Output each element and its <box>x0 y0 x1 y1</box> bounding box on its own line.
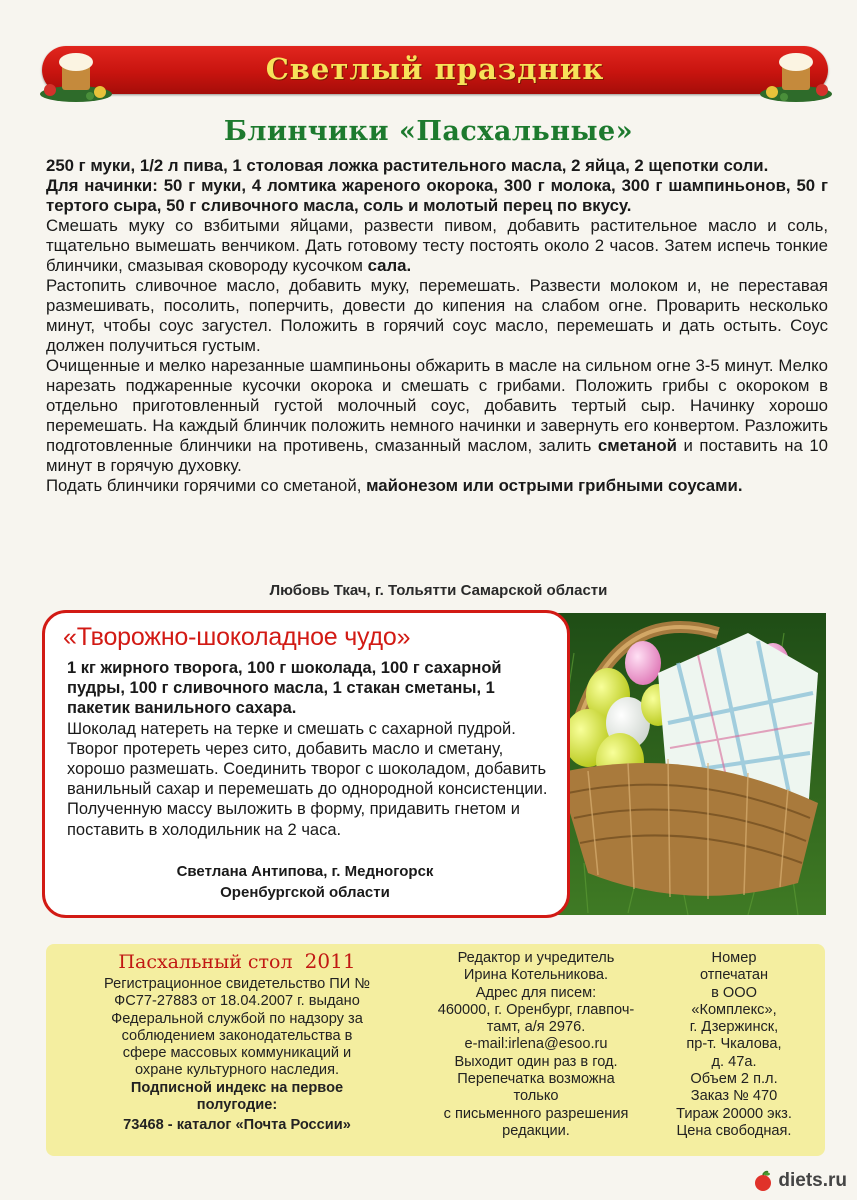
banner-title: Светлый праздник <box>265 52 605 86</box>
easter-cake-decoration <box>754 40 834 104</box>
recipe-card <box>42 610 570 918</box>
step-paragraph: Шоколад натереть на терке и смешать с сахарной пудрой. Творог протереть через сито, добавить масло и сметану, хорошо размешать. Соединить творог с шоколадом, добавить ванильный сахар и перемешать до однородной консистенции. Полученную массу выложить в форму, придавить гнетом и поставить в холодильник на 2 часа. <box>67 719 548 839</box>
recipe-title: «Творожно-шоколадное чудо» <box>63 623 411 651</box>
filling-ingredients: Для начинки: 50 г муки, 4 ломтика жареного окорока, 300 г молока, 300 г шампиньонов, 50 г тертого сыра, 50 г сливочного масла, соль и молотый перец по вкусу. <box>46 176 828 215</box>
ingredients: 1 кг жирного творога, 100 г шоколада, 100 г сахарной пудры, 100 г сливочного масла, 1 стакан сметаны, 1 пакетик ванильного сахара. <box>67 659 502 718</box>
publication-title: Пасхальный стол 2011 <box>118 949 356 973</box>
imprint-registration: Пасхальный стол 2011 Регистрационное свидетельство ПИ № ФС77-27883 от 18.04.2007 г. выдано Федеральной службой по надзору за соблюдением законодательства в сфере массовых коммуникаций и охране культурного наследия. Подписной индекс на первое полугодие: 73468 - каталог «Почта России» <box>52 950 422 1135</box>
step-paragraph: Смешать муку со взбитыми яйцами, развести пивом, добавить растительное масло и соль, тщательно вымешать венчиком. Дать готовому тесту постоять около 2 часов. Затем испечь тонкие блинчики, смазывая сковороду кусочком сала. <box>46 216 828 275</box>
publication-imprint <box>46 944 825 1156</box>
ingredients: 250 г муки, 1/2 л пива, 1 столовая ложка растительного масла, 2 яйца, 2 щепотки соли. <box>46 156 769 175</box>
site-watermark: diets.ru <box>752 1170 847 1192</box>
easter-basket-photo <box>548 613 826 915</box>
recipe-body <box>46 156 828 496</box>
recipe-title: Блинчики «Пасхальные» <box>223 116 634 147</box>
subscription-index: Подписной индекс на первое полугодие: 73468 - каталог «Почта России» <box>123 1079 351 1134</box>
step-paragraph: Очищенные и мелко нарезанные шампиньоны обжарить в масле на сильном огне 3-5 минут. Мелко нарезать поджаренные кусочки окорока и смешать с грибами. Положить грибы с окороком в отдельно приготовленный густой молочный соус, добавить тертый сыр. Начинку хорошо перемешать. На каждый блинчик положить немного начинки и завернуть его конвертом. Разложить подготовленные блинчики на противень, смазанный маслом, залить сметаной и поставить на 10 минут в горячую духовку. <box>46 356 828 475</box>
recipe-body <box>67 658 557 840</box>
recipe-author: Любовь Ткач, г. Тольятти Самарской области <box>269 582 608 599</box>
imprint-printer: Номер отпечатан в ООО «Комплекс», г. Дзержинск, пр-т. Чкалова, д. 47а. Объем 2 п.л. Заказ № 470 Тираж 20000 экз. Цена свободная. <box>676 950 792 1139</box>
step-paragraph: Растопить сливочное масло, добавить муку, перемешать. Развести молоком и, не переставая размешивать, посолить, поперчить, довести до кипения на слабом огне. Проварить несколько минут, чтобы соус загустел. Положить в горячий соус масло, перемешать и дать остыть. Соус должен получиться густым. <box>46 276 828 355</box>
step-paragraph: Подать блинчики горячими со сметаной, майонезом или острыми грибными соусами. <box>46 476 743 495</box>
imprint-editor: Редактор и учредитель Ирина Котельникова. Адрес для писем: 460000, г. Оренбург, главпоч- тамт, а/я 2976. e-mail:irlena@esoo.ru Выходит один раз в год. Перепечатка возможна только с письменного разрешения редакции. <box>437 950 635 1139</box>
apple-icon <box>752 1170 774 1192</box>
recipe-author: Светлана Антипова, г. Медногорск Оренбургской области <box>176 863 434 901</box>
section-banner <box>42 46 828 94</box>
